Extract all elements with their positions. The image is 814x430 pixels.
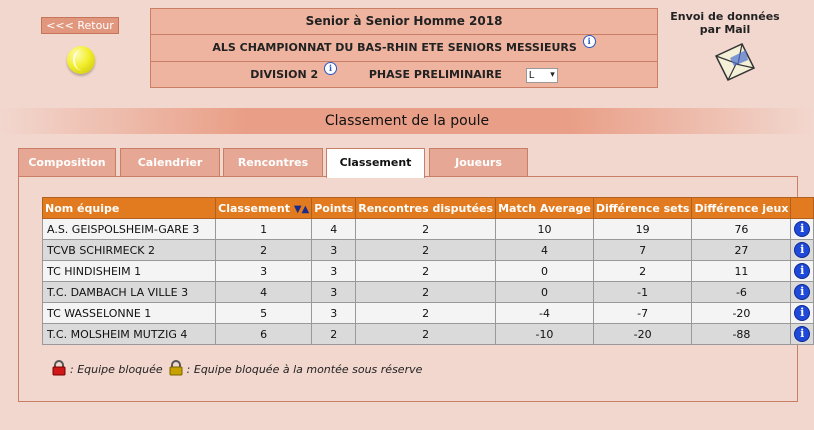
phase-label: PHASE PRELIMINAIRE [368, 68, 502, 81]
legend-blocked-text: : Equipe bloquée [70, 363, 163, 376]
legend-blocked-promotion-text: : Equipe bloquée à la montée sous réserve [186, 363, 423, 376]
sets-diff-cell: -20 [593, 324, 692, 345]
row-info-cell [791, 219, 814, 240]
sets-diff-cell: -1 [593, 282, 692, 303]
gold-lock-icon [169, 360, 183, 379]
match-average-cell: 0 [496, 282, 594, 303]
ranking-table [42, 197, 814, 345]
played-cell: 2 [356, 261, 496, 282]
rank-cell: 4 [216, 282, 312, 303]
tennis-ball-icon [67, 46, 95, 74]
played-cell: 2 [356, 282, 496, 303]
match-average-cell: -10 [496, 324, 594, 345]
rank-cell: 3 [216, 261, 312, 282]
played-cell: 2 [356, 219, 496, 240]
sort-arrows-icon[interactable]: ▼▲ [293, 203, 310, 215]
games-diff-cell: 11 [692, 261, 791, 282]
mail-label-line2: par Mail [699, 23, 751, 36]
table-row [43, 219, 814, 240]
played-cell: 2 [356, 303, 496, 324]
match-average-cell: 10 [496, 219, 594, 240]
competition-category: Senior à Senior Homme 2018 [151, 9, 657, 35]
row-info-cell [791, 240, 814, 261]
col-header-info [791, 198, 814, 219]
competition-name: ALS CHAMPIONNAT DU BAS-RHIN ETE SENIORS MESSIEURS [212, 41, 577, 54]
col-header-played[interactable]: Rencontres disputées [356, 198, 496, 219]
mail-send-label[interactable] [670, 10, 780, 36]
points-cell: 3 [312, 261, 356, 282]
tab-rencontres[interactable]: Rencontres [223, 148, 323, 177]
row-info-cell [791, 303, 814, 324]
rank-cell: 5 [216, 303, 312, 324]
col-header-rank[interactable] [216, 198, 312, 219]
phase-select[interactable]: L ▾ [526, 68, 558, 83]
table-row [43, 261, 814, 282]
games-diff-cell: -20 [692, 303, 791, 324]
table-row [43, 240, 814, 261]
match-average-cell: 4 [496, 240, 594, 261]
table-row [43, 324, 814, 345]
games-diff-cell: 27 [692, 240, 791, 261]
games-diff-cell: 76 [692, 219, 791, 240]
points-cell: 3 [312, 303, 356, 324]
mail-label-line1: Envoi de données [670, 10, 780, 23]
team-name: T.C. MOLSHEIM MUTZIG 4 [43, 324, 216, 345]
match-average-cell: -4 [496, 303, 594, 324]
tab-composition[interactable]: Composition [18, 148, 116, 177]
sets-diff-cell: -7 [593, 303, 692, 324]
page-title: Classement de la poule [0, 108, 814, 134]
col-header-points[interactable]: Points [312, 198, 356, 219]
team-info-icon[interactable]: i [794, 284, 810, 300]
competition-name-row [151, 35, 657, 62]
sets-diff-cell: 7 [593, 240, 692, 261]
division-label: DIVISION 2 [250, 68, 319, 81]
points-cell: 4 [312, 219, 356, 240]
competition-header [150, 8, 658, 88]
col-header-sets[interactable]: Différence sets [593, 198, 692, 219]
row-info-cell [791, 261, 814, 282]
table-row [43, 303, 814, 324]
team-name: TC WASSELONNE 1 [43, 303, 216, 324]
games-diff-cell: -88 [692, 324, 791, 345]
team-name: T.C. DAMBACH LA VILLE 3 [43, 282, 216, 303]
sets-diff-cell: 2 [593, 261, 692, 282]
tab-calendrier[interactable]: Calendrier [120, 148, 220, 177]
info-icon[interactable]: i [583, 35, 596, 48]
retour-button[interactable]: <<< Retour [41, 17, 119, 34]
team-info-icon[interactable]: i [794, 305, 810, 321]
row-info-cell [791, 282, 814, 303]
sets-diff-cell: 19 [593, 219, 692, 240]
played-cell: 2 [356, 324, 496, 345]
table-row [43, 282, 814, 303]
tab-joueurs[interactable]: Joueurs [429, 148, 528, 177]
points-cell: 2 [312, 324, 356, 345]
match-average-cell: 0 [496, 261, 594, 282]
legend [52, 360, 422, 379]
col-header-games[interactable]: Différence jeux [692, 198, 791, 219]
team-info-icon[interactable]: i [794, 263, 810, 279]
team-name: A.S. GEISPOLSHEIM-GARE 3 [43, 219, 216, 240]
points-cell: 3 [312, 282, 356, 303]
team-info-icon[interactable]: i [794, 326, 810, 342]
games-diff-cell: -6 [692, 282, 791, 303]
rank-cell: 1 [216, 219, 312, 240]
division-info-icon[interactable]: i [324, 62, 337, 75]
table-header-row [43, 198, 814, 219]
points-cell: 3 [312, 240, 356, 261]
tab-classement[interactable]: Classement [326, 148, 425, 178]
col-header-rank-label: Classement [218, 201, 290, 215]
team-info-icon[interactable]: i [794, 221, 810, 237]
red-lock-icon [52, 360, 66, 379]
team-info-icon[interactable]: i [794, 242, 810, 258]
team-name: TCVB SCHIRMECK 2 [43, 240, 216, 261]
col-header-match-average[interactable]: Match Average [496, 198, 594, 219]
envelope-icon[interactable] [712, 40, 758, 88]
rank-cell: 2 [216, 240, 312, 261]
rank-cell: 6 [216, 324, 312, 345]
row-info-cell [791, 324, 814, 345]
division-row [151, 62, 657, 87]
col-header-team: Nom équipe [43, 198, 216, 219]
played-cell: 2 [356, 240, 496, 261]
team-name: TC HINDISHEIM 1 [43, 261, 216, 282]
